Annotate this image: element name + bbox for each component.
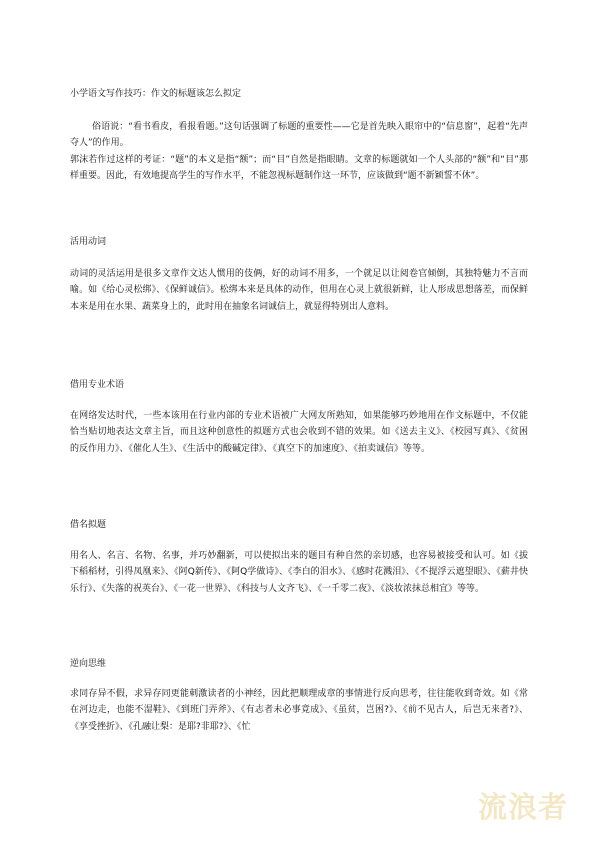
section-body-2: 在网络发达时代，一些本该用在行业内部的专业术语被广大网友所熟知，如果能够巧妙地用在作文标题中，不仅能恰当贴切地表达文章主旨，而且这种创意性的拟题方式也会收到不错的效果。如《送去主义》、《校园写真》、《贫困的反作用力》、《催化人生》、《生活中的酸碱定律》、《真空下的加速度》、《拍卖诚信》等等。 (70, 411, 528, 454)
section-heading-2: 借用专业术语 (70, 380, 125, 390)
section-body-3: 用名人、名言、名物、名事，并巧妙翻新，可以使拟出来的题目有种自然的亲切感，也容易被接受和认可。如《拔下稻稻材，引得凤凰来》、《阿Q新传》、《阿Q学做诗》、《李白的泪水》、《感时花溅泪》、《不提浮云遮望眼》、《薪井快乐行》、《失落的祝英台》、《一花一世界》、《科技与人文齐飞》、《一千零二夜》、《淡妆浓抹总相宜》等等。 (70, 551, 528, 594)
section-body-4: 求同存异不假，求异存同更能刺激读者的小神经，因此把顺理成章的事情进行反向思考，往往能收到奇效。如《常在河边走，也能不湿鞋》、《到班门弄斧》、《有志者未必事竟成》、《虽贫，岂困?》、《前不见古人，后岂无来者?》、《享受挫折》、《孔融让梨：是耶?非耶?》、《忙 (70, 689, 528, 732)
document-title: 小学语文写作技巧：作文的标题该怎么拟定 (70, 89, 242, 99)
section-heading-4: 逆向思维 (70, 659, 107, 669)
section-body-1: 动词的灵活运用是很多文章作文达人惯用的伎俩，好的动词不用多，一个就足以让阅卷官倾倒，其独特魅力不言而喻。如《给心灵松绑》、《保鲜诚信》。松绑本来是具体的动作，但用在心灵上就很新鲜，让人形成思想落差，而保鲜本来是用在水果、蔬菜身上的，此时用在抽象名词诚信上，就显得特别出人意料。 (70, 269, 528, 312)
intro-paragraph-1: 俗语说：“看书看皮，看报看题。”这句话强调了标题的重要性——它是首先映入眼帘中的“信息窗”，起着“先声夺人”的作用。 (70, 122, 528, 149)
section-heading-3: 借名拟题 (70, 520, 107, 530)
watermark-logo: 流浪者 (478, 790, 569, 824)
section-heading-1: 活用动词 (70, 237, 107, 247)
intro-paragraph-2: 郭沫若作过这样的考证：“题”的本义是指“额”；而“目”自然是指眼睛。文章的标题就如一个人头部的“额”和“目”那样重要。因此，有效地提高学生的写作水平，不能忽视标题制作这一环节，应该做到“题不新颖誓不休”。 (70, 155, 528, 182)
